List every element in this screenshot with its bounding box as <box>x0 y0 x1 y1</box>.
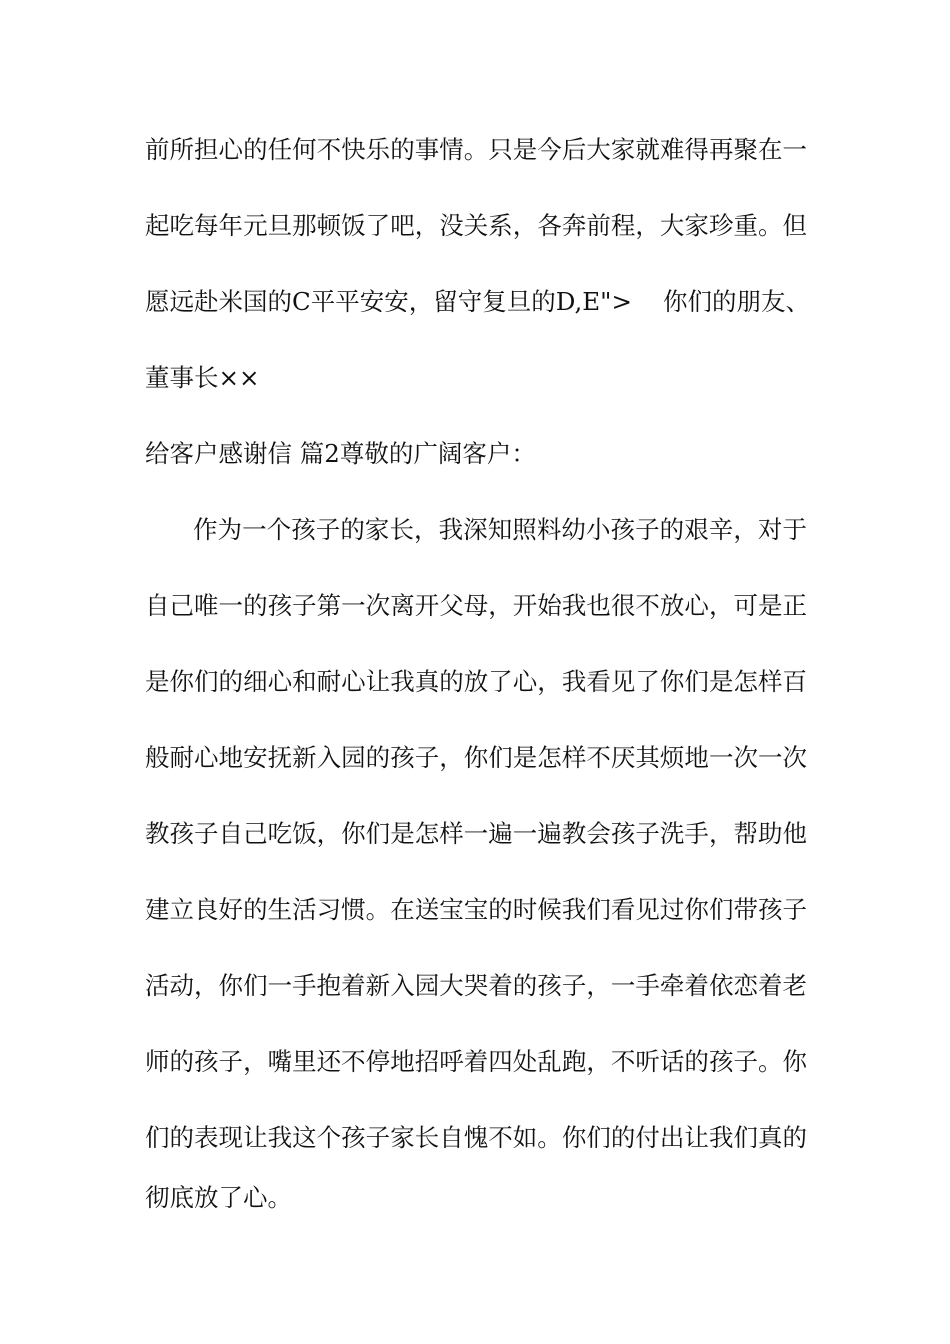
section-heading: 给客户感谢信 篇2尊敬的广阔客户： <box>145 439 536 468</box>
text-line: 前所担心的任何不快乐的事情。只是今后大家就难得再聚在一 <box>145 135 807 164</box>
text-line: 是你们的细心和耐心让我真的放了心，我看见了你们是怎样百 <box>145 667 807 696</box>
text-line: 们的表现让我这个孩子家长自愧不如。你们的付出让我们真的 <box>145 1123 807 1152</box>
text-line: 般耐心地安抚新入园的孩子，你们是怎样不厌其烦地一次一次 <box>145 743 807 772</box>
text-line: 建立良好的生活习惯。在送宝宝的时候我们看见过你们带孩子 <box>145 895 807 924</box>
text-line: 愿远赴米国的C平平安安，留守复旦的D,E"> <box>145 287 632 316</box>
text-line: 师的孩子，嘴里还不停地招呼着四处乱跑，不听话的孩子。你 <box>145 1047 807 1076</box>
text-line: 彻底放了心。 <box>145 1183 292 1212</box>
text-line: 活动，你们一手抱着新入园大哭着的孩子，一手牵着依恋着老 <box>145 971 807 1000</box>
text-line: 教孩子自己吃饭，你们是怎样一遍一遍教会孩子洗手，帮助他 <box>145 819 807 848</box>
text-line: 起吃每年元旦那顿饭了吧，没关系，各奔前程，大家珍重。但 <box>145 211 807 240</box>
closing-salutation: 你们的朋友、 <box>663 287 810 316</box>
text-line: 自己唯一的孩子第一次离开父母，开始我也很不放心，可是正 <box>145 591 807 620</box>
paragraph-first-line: 作为一个孩子的家长，我深知照料幼小孩子的艰辛，对于 <box>193 515 807 544</box>
signature-line: 董事长×× <box>145 363 260 392</box>
